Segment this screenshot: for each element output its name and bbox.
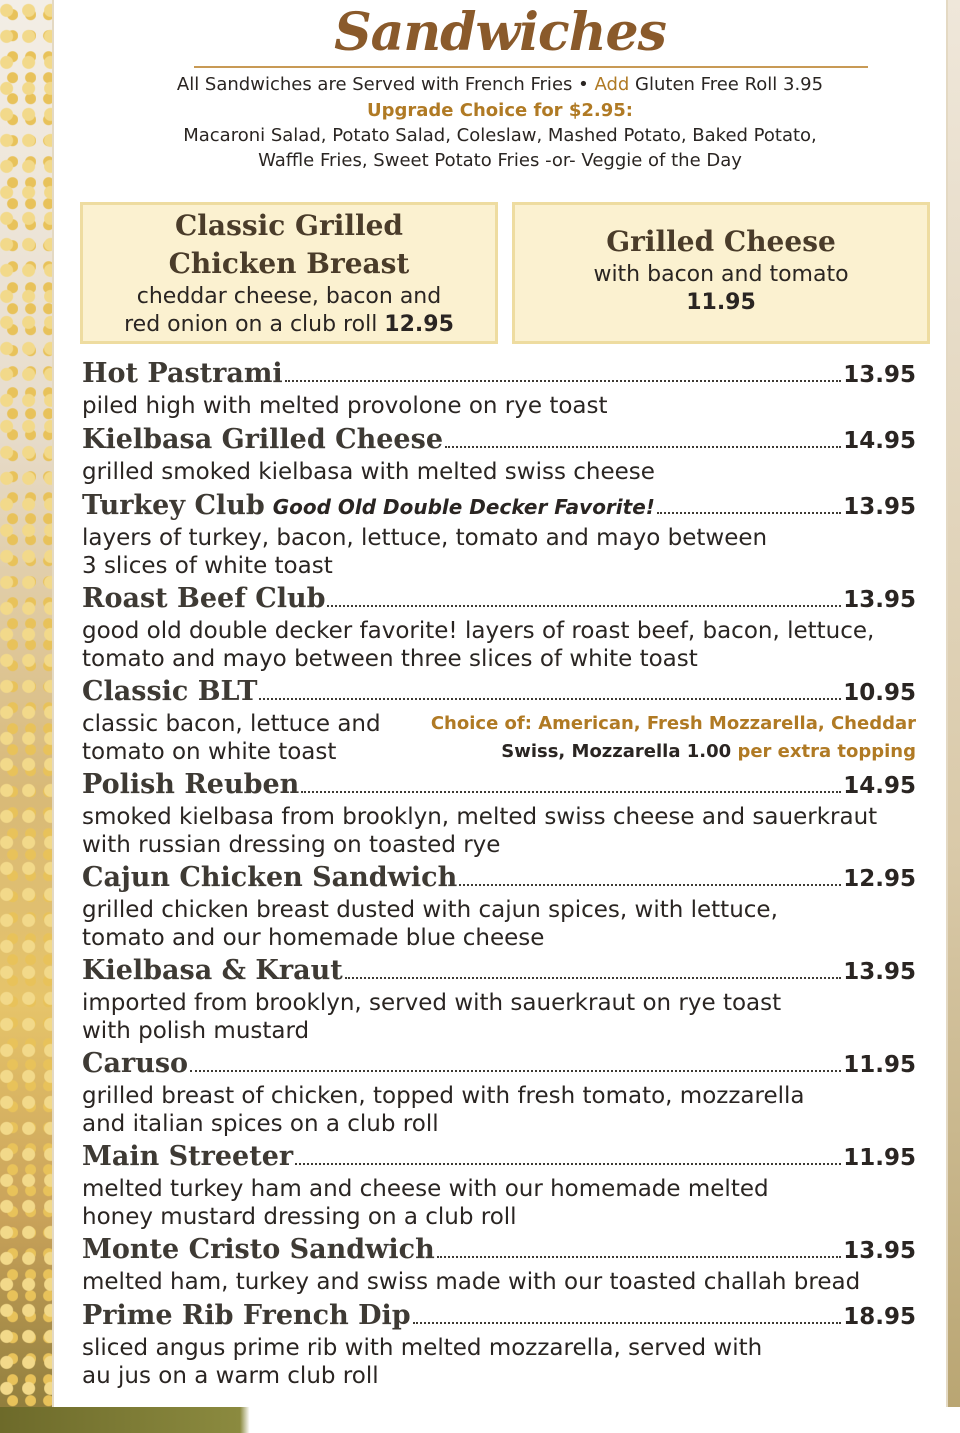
item-desc: piled high with melted provolone on rye toast bbox=[82, 393, 608, 419]
featured-chicken-box bbox=[80, 202, 498, 344]
item-price: 12.95 bbox=[843, 866, 916, 892]
item-desc: grilled chicken breast dusted with cajun spices, with lettuce, bbox=[82, 897, 778, 923]
cheese-choice-line: Choice of: American, Fresh Mozzarella, Cheddar bbox=[430, 713, 916, 734]
item-desc: layers of turkey, bacon, lettuce, tomato and mayo between bbox=[82, 525, 768, 551]
dot-leader bbox=[437, 1256, 842, 1258]
featured-desc: cheddar cheese, bacon and bbox=[136, 284, 442, 309]
menu-item bbox=[82, 1234, 916, 1296]
item-desc: smoked kielbasa from brooklyn, melted swiss cheese and sauerkraut bbox=[82, 804, 878, 830]
item-desc: melted turkey ham and cheese with our homemade melted bbox=[82, 1176, 769, 1202]
dot-leader bbox=[413, 1322, 842, 1324]
item-name: Kielbasa Grilled Cheese bbox=[82, 424, 443, 455]
featured-boxes bbox=[80, 202, 930, 344]
title-rule bbox=[194, 66, 868, 68]
dot-leader bbox=[301, 791, 841, 793]
intro-gluten-text: Gluten Free Roll 3.95 bbox=[629, 74, 824, 95]
menu-item bbox=[82, 358, 916, 420]
dot-leader bbox=[259, 698, 841, 700]
item-desc: au jus on a warm club roll bbox=[82, 1363, 379, 1389]
item-desc: with russian dressing on toasted rye bbox=[82, 832, 501, 858]
featured-desc: red onion on a club roll 12.95 bbox=[124, 312, 454, 337]
menu-item bbox=[82, 490, 916, 580]
menu-title: Sandwiches bbox=[334, 2, 666, 63]
item-desc: tomato on white toast bbox=[82, 739, 337, 765]
item-name: Turkey Club Good Old Double Decker Favorite! bbox=[82, 490, 655, 521]
item-desc: honey mustard dressing on a club roll bbox=[82, 1204, 517, 1230]
item-desc: tomato and mayo between three slices of white toast bbox=[82, 646, 698, 672]
item-price: 13.95 bbox=[843, 494, 916, 520]
menu-item bbox=[82, 769, 916, 859]
item-desc: tomato and our homemade blue cheese bbox=[82, 925, 545, 951]
featured-desc: with bacon and tomato bbox=[593, 262, 849, 287]
menu-item bbox=[82, 1300, 916, 1390]
item-name: Classic BLT bbox=[82, 676, 258, 707]
dot-leader bbox=[285, 380, 842, 382]
upgrade-options-1: Macaroni Salad, Potato Salad, Coleslaw, Mashed Potato, Baked Potato, bbox=[183, 125, 817, 146]
menu-item bbox=[82, 862, 916, 952]
dot-leader bbox=[657, 512, 841, 514]
item-name: Cajun Chicken Sandwich bbox=[82, 862, 458, 893]
item-name: Roast Beef Club bbox=[82, 583, 326, 614]
item-price: 11.95 bbox=[843, 1145, 916, 1171]
item-desc: and italian spices on a club roll bbox=[82, 1111, 439, 1137]
item-price: 10.95 bbox=[843, 680, 916, 706]
cheese-choice bbox=[431, 710, 916, 766]
featured-name: Chicken Breast bbox=[168, 247, 410, 280]
featured-name: Classic Grilled bbox=[175, 209, 403, 242]
item-desc: classic bacon, lettuce and bbox=[82, 711, 381, 737]
item-price: 13.95 bbox=[843, 1238, 916, 1264]
bottom-border bbox=[0, 1407, 960, 1433]
item-name: Prime Rib French Dip bbox=[82, 1300, 411, 1331]
item-desc: grilled smoked kielbasa with melted swiss cheese bbox=[82, 459, 655, 485]
item-price: 14.95 bbox=[843, 773, 916, 799]
featured-grilled-cheese-box bbox=[512, 202, 930, 344]
item-name: Monte Cristo Sandwich bbox=[82, 1234, 435, 1265]
featured-price: 11.95 bbox=[686, 290, 756, 315]
item-name: Caruso bbox=[82, 1048, 189, 1079]
featured-name: Grilled Cheese bbox=[606, 225, 836, 258]
menu-panel bbox=[52, 0, 948, 1433]
item-desc: good old double decker favorite! layers of roast beef, bacon, lettuce, bbox=[82, 618, 875, 644]
menu-item bbox=[82, 1141, 916, 1231]
menu-item bbox=[82, 955, 916, 1045]
upgrade-label: Upgrade Choice for $2.95: bbox=[367, 100, 633, 121]
menu-item bbox=[82, 424, 916, 486]
item-price: 13.95 bbox=[843, 587, 916, 613]
dot-leader bbox=[459, 884, 841, 886]
dot-leader bbox=[295, 1163, 841, 1165]
item-price: 11.95 bbox=[843, 1052, 916, 1078]
intro-line-1 bbox=[54, 72, 946, 97]
item-name: Polish Reuben bbox=[82, 769, 300, 800]
food-photo-border bbox=[0, 0, 60, 1433]
item-price: 14.95 bbox=[843, 428, 916, 454]
cheese-choice-line: Swiss, Mozzarella 1.00 per extra topping bbox=[501, 741, 916, 762]
intro-add-text: Add bbox=[594, 74, 630, 95]
item-desc: melted ham, turkey and swiss made with our toasted challah bread bbox=[82, 1269, 861, 1295]
item-desc: grilled breast of chicken, topped with fresh tomato, mozzarella bbox=[82, 1083, 805, 1109]
menu-item bbox=[82, 1048, 916, 1138]
menu-item bbox=[82, 583, 916, 673]
item-desc: with polish mustard bbox=[82, 1018, 310, 1044]
item-price: 18.95 bbox=[843, 1304, 916, 1330]
item-name: Hot Pastrami bbox=[82, 358, 283, 389]
item-desc: imported from brooklyn, served with sauerkraut on rye toast bbox=[82, 990, 782, 1016]
featured-price: 12.95 bbox=[384, 312, 454, 337]
dot-leader bbox=[190, 1070, 841, 1072]
item-price: 13.95 bbox=[843, 362, 916, 388]
item-name: Kielbasa & Kraut bbox=[82, 955, 343, 986]
item-desc: sliced angus prime rib with melted mozzarella, served with bbox=[82, 1335, 763, 1361]
item-desc: 3 slices of white toast bbox=[82, 553, 333, 579]
dot-leader bbox=[445, 446, 841, 448]
dot-leader bbox=[327, 605, 841, 607]
item-name: Main Streeter bbox=[82, 1141, 294, 1172]
intro-text: All Sandwiches are Served with French Fries • bbox=[176, 74, 595, 95]
item-price: 13.95 bbox=[843, 959, 916, 985]
right-border bbox=[946, 0, 960, 1433]
dot-leader bbox=[345, 977, 842, 979]
item-tagline: Good Old Double Decker Favorite! bbox=[272, 495, 655, 519]
upgrade-options-2: Waffle Fries, Sweet Potato Fries -or- Veggie of the Day bbox=[258, 150, 742, 171]
menu-item bbox=[82, 676, 916, 766]
